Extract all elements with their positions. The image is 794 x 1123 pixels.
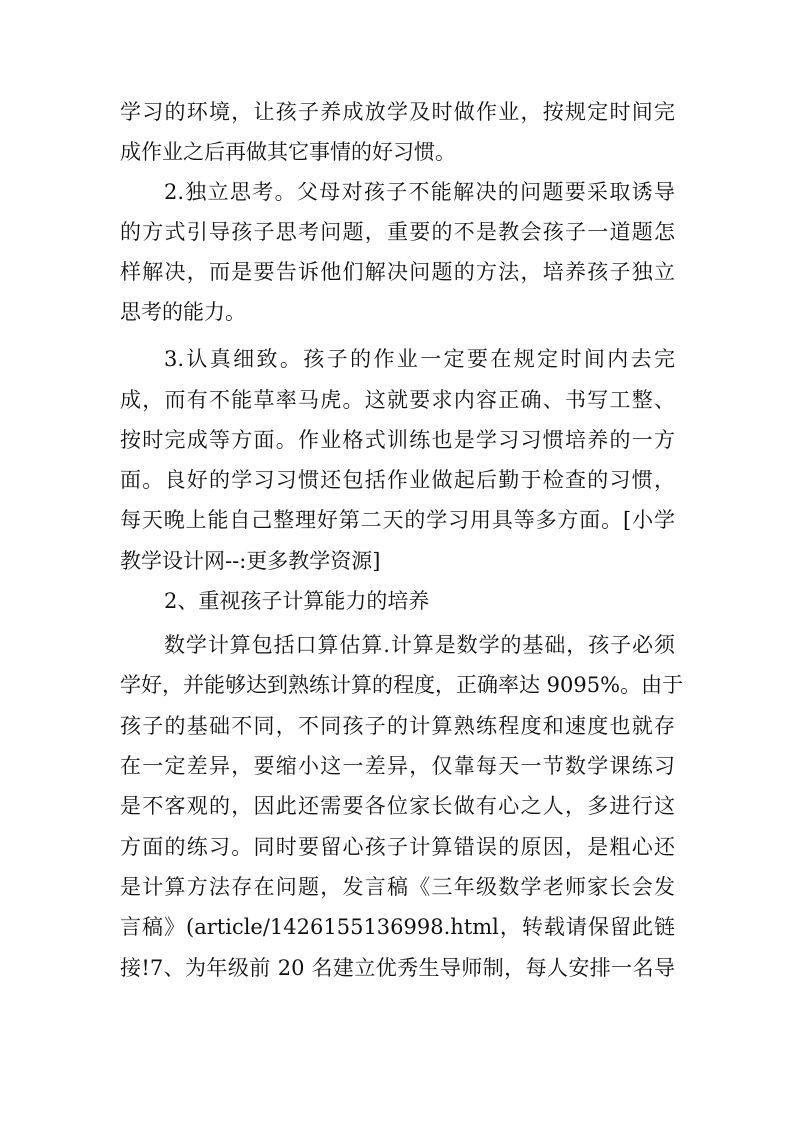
paragraph-line: 是计算方法存在问题，发言稿《三年级数学老师家长会发: [120, 875, 675, 899]
paragraph-line: 接!7、为年级前 20 名建立优秀生导师制，每人安排一名导: [120, 956, 675, 980]
paragraph-line: 方面的练习。同时要留心孩子计算错误的原因，是粗心还: [120, 835, 675, 859]
paragraph-line: 孩子的基础不同，不同孩子的计算熟练程度和速度也就存: [120, 714, 675, 738]
paragraph-line: 学好，并能够达到熟练计算的程度，正确率达 9095%。由于: [120, 673, 684, 697]
paragraph-line: 言稿》(article/1426155136998.html，转载请保留此链: [120, 915, 675, 939]
paragraph-line: 成，而有不能草率马虎。这就要求内容正确、书写工整、: [120, 388, 675, 412]
paragraph-line: 成作业之后再做其它事情的好习惯。: [120, 140, 456, 164]
paragraph-line: 3.认真细致。孩子的作业一定要在规定时间内去完: [164, 347, 675, 371]
paragraph-line: 思考的能力。: [120, 300, 246, 324]
paragraph-line: 是不客观的，因此还需要各位家长做有心之人，多进行这: [120, 794, 675, 818]
paragraph-line: 数学计算包括口算估算.计算是数学的基础，孩子必须: [164, 633, 675, 657]
paragraph-line: 每天晚上能自己整理好第二天的学习用具等多方面。[小学: [120, 508, 675, 532]
paragraph-line: 学习的环境，让孩子养成放学及时做作业，按规定时间完: [120, 100, 675, 124]
section-heading: 2、重视孩子计算能力的培养: [164, 589, 430, 613]
paragraph-line: 样解决，而是要告诉他们解决问题的方法，培养孩子独立: [120, 260, 675, 284]
paragraph-line: 的方式引导孩子思考问题，重要的不是教会孩子一道题怎: [120, 220, 675, 244]
paragraph-line: 在一定差异，要缩小这一差异，仅靠每天一节数学课练习: [120, 754, 675, 778]
paragraph-line: 2.独立思考。父母对孩子不能解决的问题要采取诱导: [164, 180, 675, 204]
paragraph-line: 面。良好的学习习惯还包括作业做起后勤于检查的习惯，: [120, 468, 675, 492]
paragraph-line: 按时完成等方面。作业格式训练也是学习习惯培养的一方: [120, 428, 675, 452]
paragraph-line: 教学设计网--:更多教学资源]: [120, 549, 381, 573]
